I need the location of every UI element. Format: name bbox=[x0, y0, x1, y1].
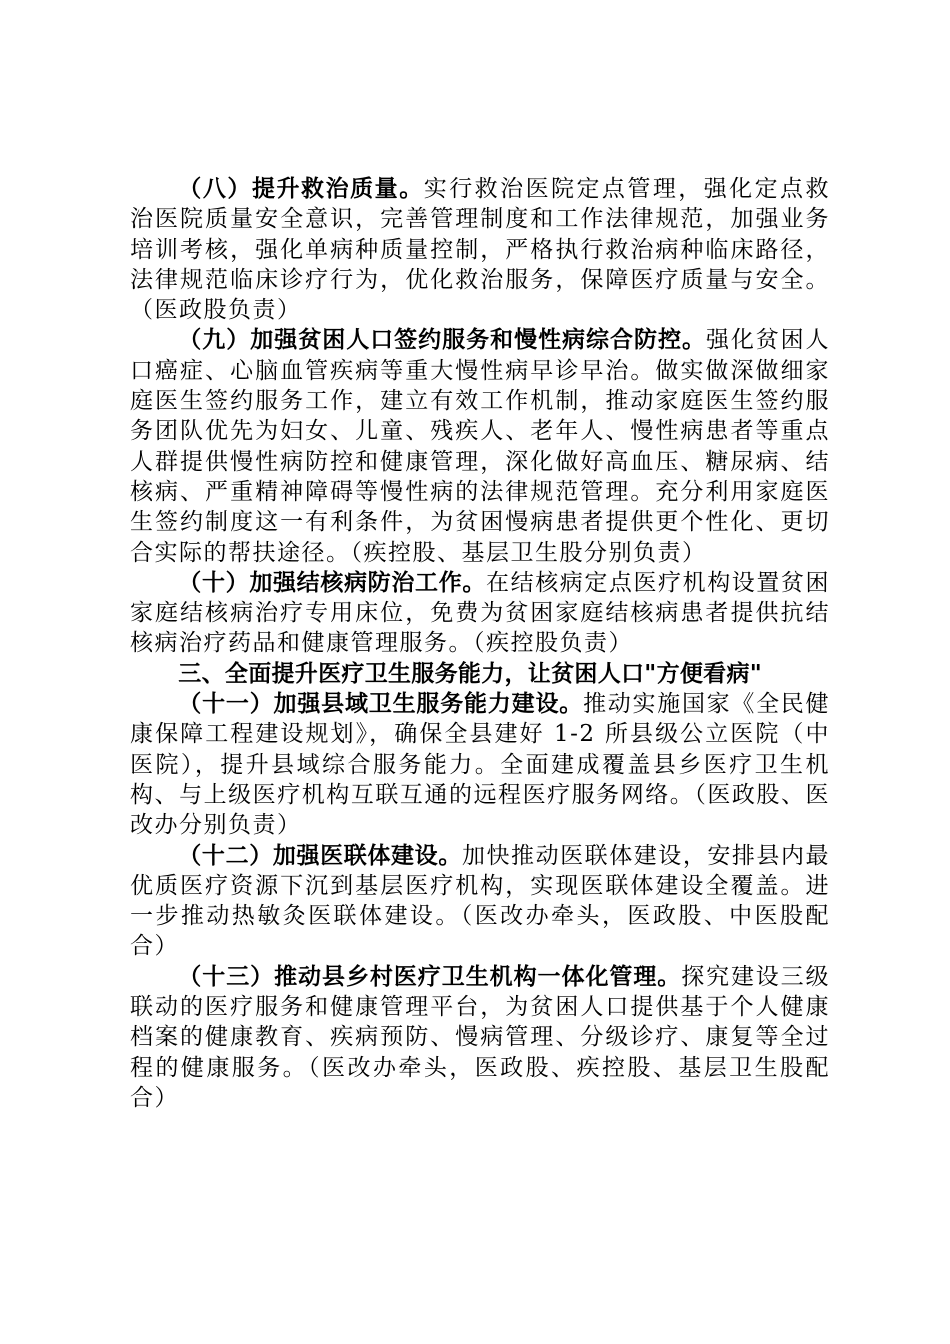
section-title: 三、全面提升医疗卫生服务能力，让贫困人口"方便看病" bbox=[178, 660, 763, 687]
paragraph-heading: （十二）加强医联体建设。 bbox=[178, 842, 462, 869]
paragraph-body: 在结核病定点医疗机构设置贫困家庭结核病治疗专用床位，免费为贫困家庭结核病患者提供抗结核病治疗药品和健康管理服务。（疾控股负责） bbox=[130, 569, 830, 657]
paragraph-11 bbox=[130, 689, 830, 840]
paragraph-body: 强化贫困人口癌症、心脑血管疾病等重大慢性病早诊早治。做实做深做细家庭医生签约服务工作，建立有效工作机制，推动家庭医生签约服务团队优先为妇女、儿童、残疾人、老年人、慢性病患者等重点人群提供慢性病防控和健康管理，深化做好高血压、糖尿病、结核病、严重精神障碍等慢性病的法律规范管理。充分利用家庭医生签约制度这一有利条件，为贫困慢病患者提供更个性化、更切合实际的帮扶途径。（疾控股、基层卫生股分别负责） bbox=[130, 327, 831, 566]
paragraph-10 bbox=[130, 568, 830, 659]
section-heading bbox=[130, 659, 830, 689]
paragraph-heading: （十三）推动县乡村医疗卫生机构一体化管理。 bbox=[178, 963, 682, 990]
paragraph-body: 推动实施国家《全民健康保障工程建设规划》，确保全县建好 1-2 所县级公立医院（中医院），提升县域综合服务能力。全面建成覆盖县乡医疗卫生机构、与上级医疗机构互联互通的远程医疗服务网络。（医政股、医改办分别负责） bbox=[130, 691, 830, 839]
paragraph-heading: （八）提升救治质量。 bbox=[178, 176, 424, 202]
paragraph-body: 加快推动医联体建设，安排县内最优质医疗资源下沉到基层医疗机构，实现医联体建设全覆盖。进一步推动热敏灸医联体建设。（医改办牵头，医政股、中医股配合） bbox=[130, 842, 831, 960]
paragraph-8 bbox=[130, 174, 830, 325]
paragraph-heading: （十一）加强县域卫生服务能力建设。 bbox=[178, 691, 584, 718]
paragraph-heading: （九）加强贫困人口签约服务和慢性病综合防控。 bbox=[178, 327, 706, 354]
paragraph-9 bbox=[130, 325, 830, 567]
document-page bbox=[130, 174, 830, 1113]
paragraph-body: 实行救治医院定点管理，强化定点救治医院质量安全意识，完善管理制度和工作法律规范，加强业务培训考核，强化单病种质量控制，严格执行救治病种临床路径，法律规范临床诊疗行为，优化救治服务，保障医疗质量与安全。（医政股负责） bbox=[130, 176, 831, 324]
paragraph-heading: （十）加强结核病防治工作。 bbox=[178, 569, 487, 596]
paragraph-body: 探究建设三级联动的医疗服务和健康管理平台，为贫困人口提供基于个人健康档案的健康教育、疾病预防、慢病管理、分级诊疗、康复等全过程的健康服务。（医改办牵头，医政股、疾控股、基层卫生股配合） bbox=[130, 963, 830, 1111]
paragraph-12 bbox=[130, 841, 830, 962]
paragraph-13 bbox=[130, 962, 830, 1113]
